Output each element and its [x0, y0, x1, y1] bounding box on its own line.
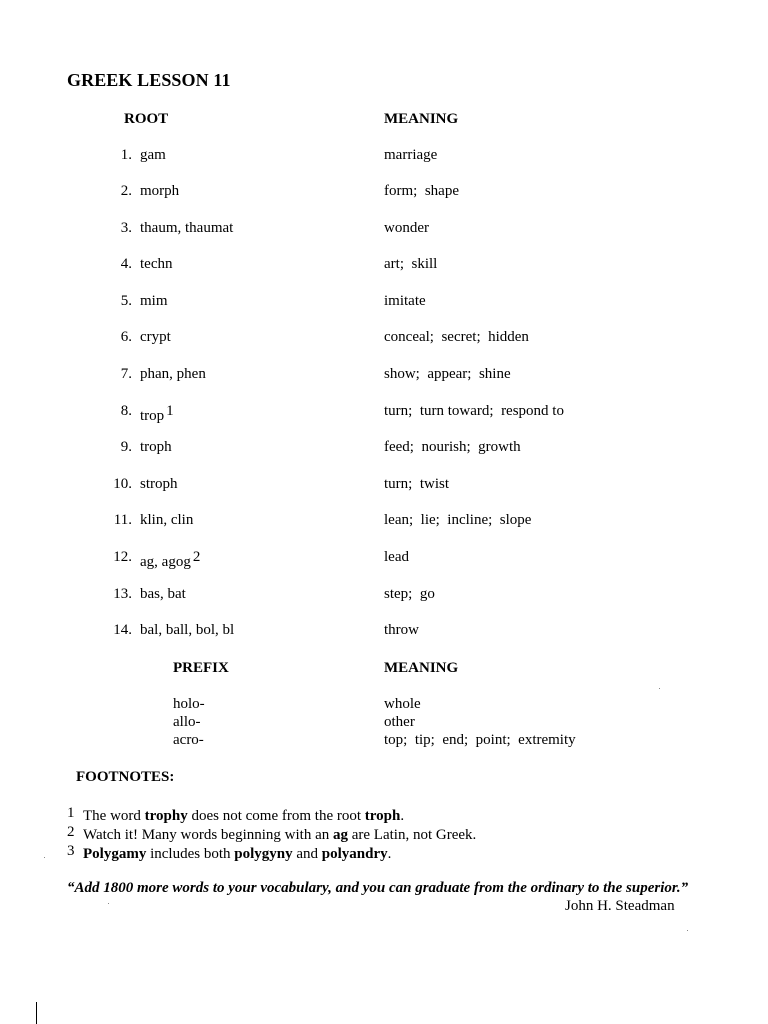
item-number: 14. — [113, 622, 132, 638]
prefix-column-header: PREFIX — [173, 660, 229, 676]
item-number: 12. — [113, 549, 132, 565]
footnote-number: 3 — [67, 843, 75, 859]
item-number: 4. — [120, 256, 132, 272]
list-item — [0, 183, 768, 203]
list-item — [0, 220, 768, 240]
list-item — [0, 714, 768, 733]
root-meaning: show; appear; shine — [384, 366, 511, 382]
root-word: bal, ball, bol, bl — [140, 622, 235, 638]
root-meaning: wonder — [384, 220, 429, 236]
item-number: 9. — [120, 439, 132, 455]
root-meaning: turn; twist — [384, 476, 450, 492]
root-column-header: ROOT — [124, 111, 169, 127]
list-item — [0, 586, 768, 606]
root-meaning: turn; turn toward; respond to — [384, 403, 564, 419]
footnotes-heading: FOOTNOTES: — [76, 769, 175, 785]
root-meaning: lean; lie; incline; slope — [384, 512, 532, 528]
list-item — [0, 622, 768, 642]
root-word: klin, clin — [140, 512, 194, 528]
root-word: phan, phen — [140, 366, 206, 382]
item-number: 5. — [120, 293, 132, 309]
footnote-1: 1 The word trophy does not come from the root troph. — [67, 805, 405, 824]
quote: “Add 1800 more words to your vocabulary, and you can graduate from the ordinary to the superior.” — [67, 880, 689, 896]
root-word: gam — [140, 147, 166, 163]
root-meaning: form; shape — [384, 183, 459, 199]
list-item — [0, 403, 768, 423]
quote-author: John H. Steadman — [565, 898, 675, 914]
scan-edge-mark — [36, 1002, 37, 1024]
root-meaning: conceal; secret; hidden — [384, 329, 529, 345]
root-meaning: lead — [384, 549, 409, 565]
footnote-ref: 1 — [166, 403, 174, 419]
list-item — [0, 696, 768, 715]
prefix-word: holo- — [173, 696, 205, 712]
list-item — [0, 329, 768, 349]
item-number: 13. — [113, 586, 132, 602]
root-word: mim — [140, 293, 168, 309]
footnote-ref: 2 — [192, 549, 201, 565]
root-meaning: art; skill — [384, 256, 438, 272]
root-word: ag, agog $^2$ — [140, 549, 201, 570]
scan-speck — [108, 903, 109, 904]
scan-speck — [659, 688, 660, 689]
item-number: 11. — [113, 512, 132, 528]
item-number: 8. — [120, 403, 132, 419]
list-item — [0, 549, 768, 569]
footnote-number: 2 — [67, 824, 75, 840]
item-number: 10. — [113, 476, 132, 492]
prefix-word: acro- — [173, 732, 204, 748]
root-meaning: feed; nourish; growth — [384, 439, 521, 455]
meaning-column-header: MEANING — [384, 111, 459, 127]
root-word: techn — [140, 256, 173, 272]
item-number: 1. — [120, 147, 132, 163]
scan-speck — [687, 930, 688, 931]
list-item — [0, 293, 768, 313]
root-word: morph — [140, 183, 180, 199]
prefix-meaning: top; tip; end; point; extremity — [384, 732, 576, 748]
prefix-meaning-column-header: MEANING — [384, 660, 459, 676]
root-word: trop $^1$ — [140, 403, 174, 424]
item-number: 7. — [120, 366, 132, 382]
list-item — [0, 439, 768, 459]
root-meaning: throw — [384, 622, 419, 638]
root-word: crypt — [140, 329, 171, 345]
item-number: 3. — [120, 220, 132, 236]
root-meaning: marriage — [384, 147, 438, 163]
prefix-meaning: whole — [384, 696, 421, 712]
scan-speck — [44, 857, 45, 858]
footnote-3: 3 Polygamy includes both polygyny and polyandry. — [67, 843, 392, 862]
list-item — [0, 476, 768, 496]
footnote-2: 2 Watch it! Many words beginning with an ag are Latin, not Greek. — [67, 824, 477, 843]
root-meaning: imitate — [384, 293, 426, 309]
list-item — [0, 512, 768, 532]
root-word: stroph — [140, 476, 178, 492]
root-word: bas, bat — [140, 586, 186, 602]
root-meaning: step; go — [384, 586, 435, 602]
root-word: troph — [140, 439, 172, 455]
prefix-meaning: other — [384, 714, 415, 730]
list-item — [0, 732, 768, 751]
prefix-word: allo- — [173, 714, 201, 730]
footnote-number: 1 — [67, 805, 75, 821]
list-item — [0, 256, 768, 276]
list-item — [0, 147, 768, 167]
page-title: GREEK LESSON 11 — [67, 70, 231, 90]
item-number: 6. — [120, 329, 132, 345]
item-number: 2. — [120, 183, 132, 199]
list-item — [0, 366, 768, 386]
root-word: thaum, thaumat — [140, 220, 234, 236]
